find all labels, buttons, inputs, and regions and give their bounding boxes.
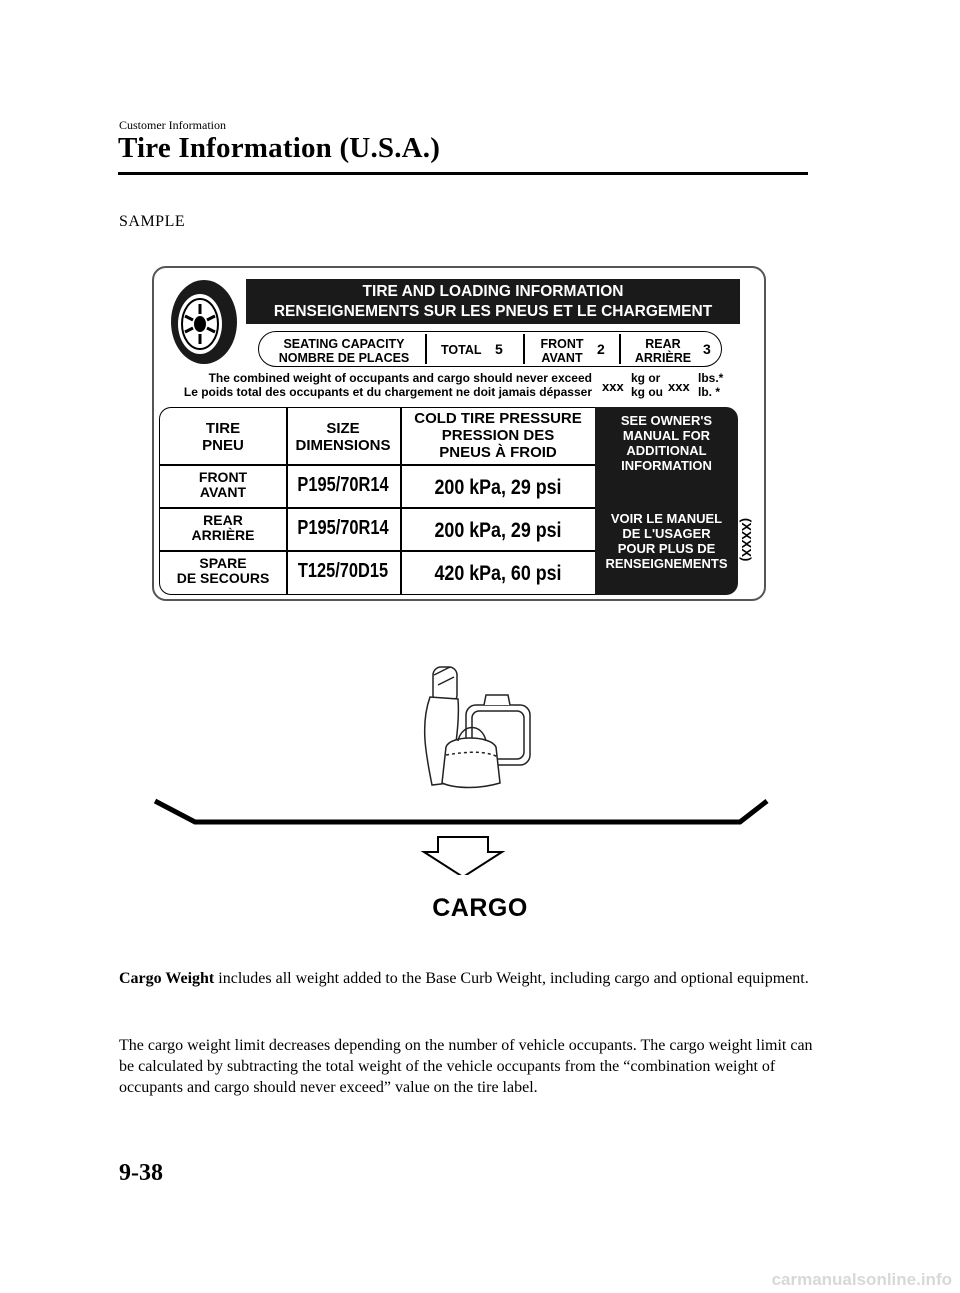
note-en-2: MANUAL FOR	[622, 428, 711, 443]
combined-weight-en: The combined weight of occupants and cargo should never exceed	[208, 371, 592, 385]
note-en-4: INFORMATION	[621, 458, 712, 473]
tire-pressure-table	[159, 407, 595, 595]
rear-label-fr: ARRIÈRE	[634, 351, 692, 365]
col-size-en: SIZE	[326, 420, 360, 437]
seating-capacity-row	[258, 331, 722, 367]
label-code: (XXXX)	[739, 518, 754, 562]
row-spare-fr: DE SECOURS	[176, 570, 270, 586]
cargo-limit-paragraph: The cargo weight limit decreases depending on the number of vehicle occupants. The cargo weight limit can be calculated by subtracting the total weight of the vehicle occupants from the “combination weight of occupants and cargo should never exceed” value on the tire label.	[119, 1037, 813, 1096]
row-spare-en: SPARE	[199, 555, 247, 571]
combined-weight-text	[162, 371, 592, 399]
label-title-fr: RENSEIGNEMENTS SUR LES PNEUS ET LE CHARGEMENT	[273, 303, 713, 320]
note-en-3: ADDITIONAL	[626, 443, 707, 458]
spare-tire-pressure: 420 kPa, 60 psi	[434, 562, 562, 585]
rear-tire-pressure: 200 kPa, 29 psi	[434, 519, 562, 542]
page-title: Tire Information (U.S.A.)	[118, 132, 441, 164]
col-pressure-2: PRESSION DES	[441, 427, 555, 444]
front-tire-pressure: 200 kPa, 29 psi	[434, 476, 562, 499]
cargo-illustration	[150, 655, 780, 875]
tire-icon	[164, 276, 244, 368]
label-title-bar	[246, 279, 740, 324]
col-pressure-1: COLD TIRE PRESSURE	[414, 410, 582, 427]
lbs-unit-fr: lb. *	[698, 385, 721, 399]
tire-loading-label	[152, 266, 766, 601]
watermark: carmanualsonline.info	[771, 1270, 952, 1289]
section-name: Customer Information	[119, 118, 226, 132]
combined-weight-fr: Le poids total des occupants et du chargement ne doit jamais dépasser	[183, 385, 592, 399]
down-arrow-icon	[424, 837, 502, 875]
cargo-floor-line	[155, 801, 767, 822]
col-tire-fr: PNEU	[202, 437, 244, 454]
note-fr-3: POUR PLUS DE	[617, 541, 716, 556]
seating-label-en: SEATING CAPACITY	[283, 337, 405, 351]
cargo-weight-term: Cargo Weight	[119, 970, 215, 987]
col-tire-en: TIRE	[205, 420, 241, 437]
page-number: 9-38	[119, 1160, 163, 1186]
rear-value: 3	[703, 341, 711, 357]
note-fr-4: RENSEIGNEMENTS	[605, 556, 728, 571]
title-rule	[118, 172, 808, 175]
rear-tire-size: P195/70R14	[297, 517, 389, 539]
note-fr-2: DE L'USAGER	[622, 526, 711, 541]
kg-unit-en: kg or	[631, 371, 661, 385]
note-fr-1: VOIR LE MANUEL	[610, 511, 723, 526]
cargo-weight-definition: includes all weight added to the Base Curb Weight, including cargo and optional equipment.	[214, 970, 809, 987]
total-value: 5	[495, 341, 503, 357]
front-tire-size: P195/70R14	[297, 474, 389, 496]
total-label: TOTAL	[441, 343, 482, 357]
owners-manual-note	[595, 407, 738, 595]
spare-tire-size: T125/70D15	[297, 560, 389, 582]
front-value: 2	[597, 341, 605, 357]
col-size-fr: DIMENSIONS	[295, 437, 391, 454]
sample-heading: SAMPLE	[119, 213, 186, 230]
row-front-fr: AVANT	[199, 484, 247, 500]
weight-lbs-value: xxx	[668, 379, 690, 394]
front-label-en: FRONT	[540, 337, 584, 351]
front-label-fr: AVANT	[541, 351, 583, 365]
label-title-en: TIRE AND LOADING INFORMATION	[362, 283, 624, 300]
cargo-caption: CARGO	[432, 894, 528, 922]
cargo-weight-paragraph	[119, 968, 819, 989]
note-en-1: SEE OWNER'S	[620, 413, 713, 428]
weight-kg-value: xxx	[602, 379, 624, 394]
row-front-en: FRONT	[198, 469, 248, 485]
rear-label-en: REAR	[645, 337, 681, 351]
row-rear-en: REAR	[203, 512, 243, 528]
lbs-unit-en: lbs.*	[698, 371, 724, 385]
kg-unit-fr: kg ou	[631, 385, 663, 399]
seating-label-fr: NOMBRE DE PLACES	[278, 351, 410, 365]
row-rear-fr: ARRIÈRE	[191, 527, 255, 543]
col-pressure-3: PNEUS À FROID	[439, 444, 557, 461]
